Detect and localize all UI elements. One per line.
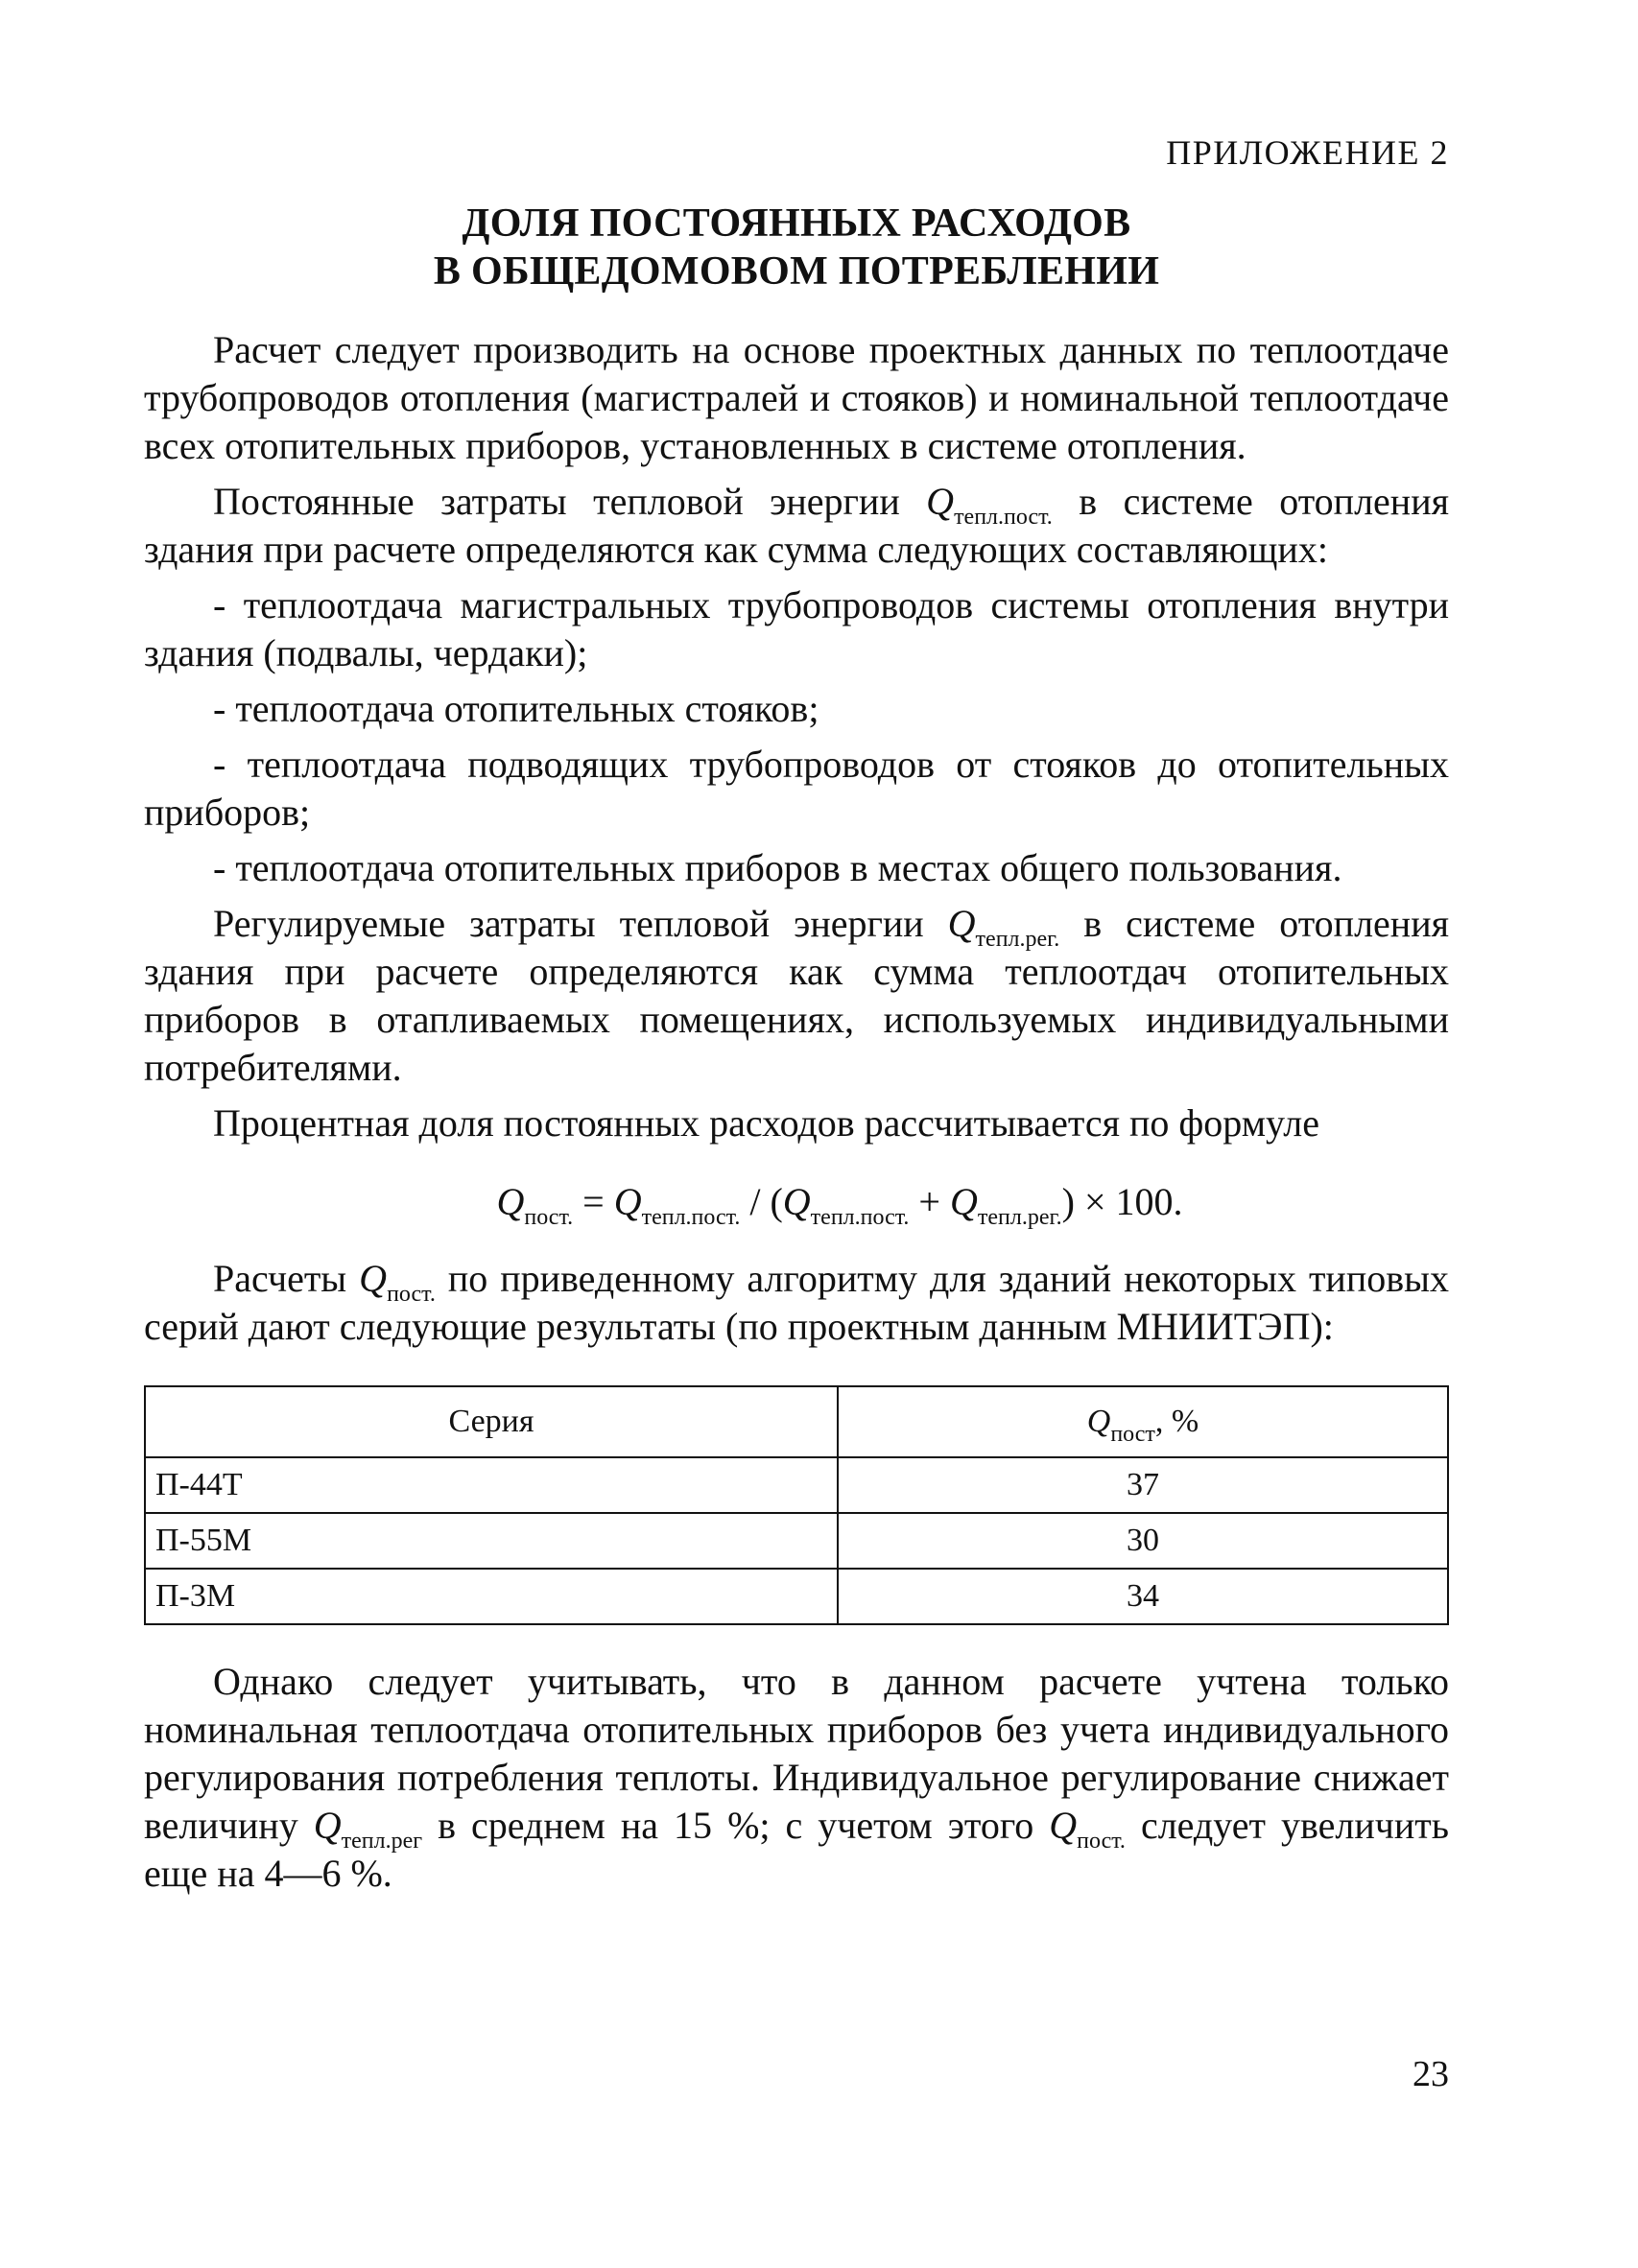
appendix-label: ПРИЛОЖЕНИЕ 2 <box>1166 133 1449 172</box>
value-cell: 37 <box>838 1457 1448 1513</box>
results-table-wrapper <box>144 1385 1449 1625</box>
q-symbol: Q <box>313 1804 342 1847</box>
q-symbol: Q <box>947 902 976 945</box>
list-item: - теплоотдача отопительных стояков; <box>213 687 819 730</box>
table-row <box>145 1457 1448 1513</box>
paragraph-4: Процентная доля постоянных расходов рассчитывается по формуле <box>213 1101 1319 1145</box>
paragraph-3: Регулируемые затраты тепловой энергии $Q_{тепл.рег.}$ в системе отопления здания при расчете определяются как сумма теплоотдач отопительных приборов в отапливаемых помещениях, используемых индивидуальными потребителями. <box>144 902 1450 1089</box>
table-row <box>145 1569 1448 1624</box>
results-table <box>144 1385 1449 1625</box>
series-cell: П-44Т <box>145 1457 838 1513</box>
table-row <box>145 1513 1448 1569</box>
paragraph-5: Расчеты $Q_{пост.}$ по приведенному алгоритму для зданий некоторых типовых серий дают следующие результаты (по проектным данным МНИИТЭП): <box>144 1257 1449 1348</box>
value-cell: 30 <box>838 1513 1448 1569</box>
q-symbol: Q <box>359 1257 388 1300</box>
list-item: - теплоотдача отопительных приборов в местах общего пользования. <box>213 846 1342 889</box>
series-cell: П-55М <box>145 1513 838 1569</box>
page-title <box>144 200 1449 295</box>
header-series: Серия <box>145 1386 838 1457</box>
paragraph-2: Постоянные затраты тепловой энергии $Q_{тепл.пост.}$ в системе отопления здания при расчете определяются как сумма следующих составляющих: <box>144 480 1449 571</box>
body-text <box>144 326 1449 1905</box>
header-q-percent: $Q_{пост}$, % <box>838 1386 1448 1457</box>
page-number: 23 <box>1412 2054 1449 2094</box>
formula: $Q_{пост.} = Q_{тепл.пост.} / (Q_{тепл.пост.} + Q_{тепл.рег.}) \times 100$. <box>496 1180 1183 1230</box>
q-symbol: Q <box>1049 1804 1078 1847</box>
q-symbol: Q <box>926 480 955 523</box>
table-header-row <box>145 1386 1448 1457</box>
list-item: - теплоотдача подводящих трубопроводов от стояков до отопительных приборов; <box>144 743 1449 834</box>
paragraph-6: Однако следует учитывать, что в данном расчете учтена только номинальная теплоотдача отопительных приборов без учета индивидуального регулирования потребления теплоты. Индивидуальное регулирование снижает величину $Q_{тепл.рег}$ в среднем на 15 %; с учетом этого $Q_{пост.}$ следует увеличить еще на 4—6 %. <box>144 1660 1449 1895</box>
list-item: - теплоотдача магистральных трубопроводов системы отопления внутри здания (подвалы, чердаки); <box>144 583 1449 674</box>
document-page <box>144 0 1449 2268</box>
paragraph-1: Расчет следует производить на основе проектных данных по теплоотдаче трубопроводов отопления (магистралей и стояков) и номинальной теплоотдаче всех отопительных приборов, установленных в системе отопления. <box>144 328 1449 467</box>
title-line-2: В ОБЩЕДОМОВОМ ПОТРЕБЛЕНИИ <box>433 249 1160 294</box>
value-cell: 34 <box>838 1569 1448 1624</box>
title-line-1: ДОЛЯ ПОСТОЯННЫХ РАСХОДОВ <box>462 201 1131 246</box>
series-cell: П-3М <box>145 1569 838 1624</box>
